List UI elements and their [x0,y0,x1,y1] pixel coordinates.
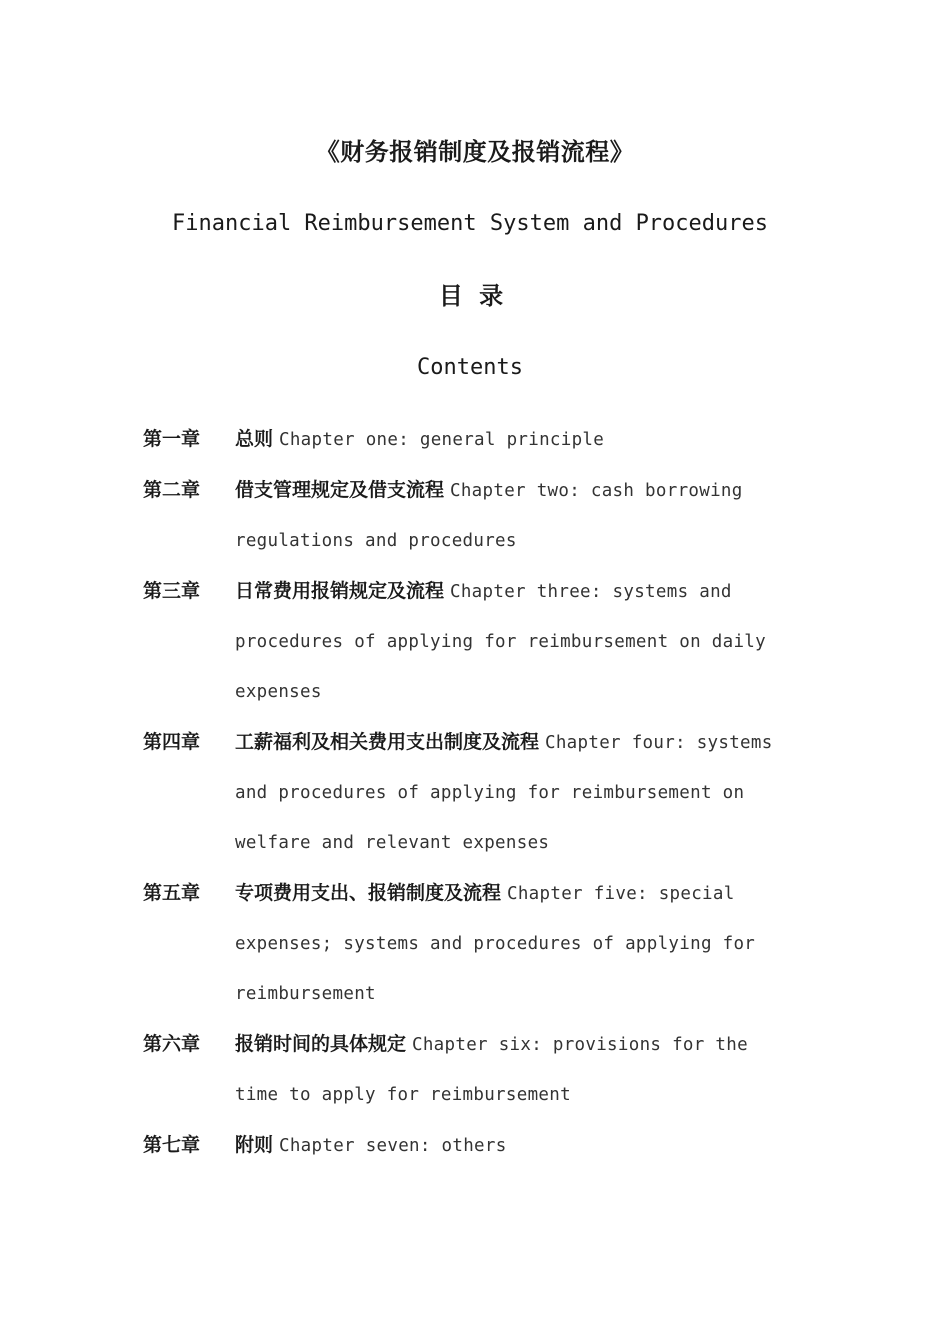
chapter-title-chinese: 总则 [235,428,274,450]
chapter-number: 第六章 [143,1033,201,1055]
chapter-number: 第五章 [143,882,201,904]
chapter-title [235,465,800,566]
chapter-title-chinese: 借支管理规定及借支流程 [235,479,445,501]
chapter-title-english: Chapter three: systems and procedures of applying for reimbursement on daily expenses [235,582,766,702]
toc-entry-chapter-1 [0,414,950,465]
chapter-title [235,1120,800,1171]
chapter-title-chinese: 报销时间的具体规定 [235,1033,407,1055]
chapter-title-chinese: 专项费用支出、报销制度及流程 [235,882,502,904]
chapter-title [235,566,800,717]
chapter-title-chinese: 附则 [235,1134,274,1156]
chapter-title-english: Chapter one: general principle [279,430,605,450]
chapter-title [235,1019,800,1120]
toc-entry-chapter-3 [0,566,950,717]
chapter-title-english: Chapter five: special expenses; systems and procedures of applying for reimbursement [235,884,756,1004]
chapter-number: 第二章 [143,479,201,501]
chapter-title-chinese: 工薪福利及相关费用支出制度及流程 [235,731,540,753]
chapter-title-english: Chapter four: systems and procedures of applying for reimbursement on welfare and relevant expenses [235,733,773,853]
toc-entry-chapter-2 [0,465,950,566]
document-title-english: Financial Reimbursement System and Procedures [171,211,769,236]
toc-entry-chapter-7 [0,1120,950,1171]
toc-entry-chapter-6 [0,1019,950,1120]
contents-heading-chinese: 目 录 [438,282,504,310]
document-title-chinese: 《财务报销制度及报销流程》 [315,138,635,166]
contents-heading-english: Contents [417,355,523,380]
chapter-number: 第三章 [143,580,201,602]
toc-entry-chapter-4 [0,717,950,868]
chapter-number: 第七章 [143,1134,201,1156]
chapter-number: 第四章 [143,731,201,753]
chapter-title-english: Chapter six: provisions for the time to apply for reimbursement [235,1035,748,1105]
chapter-title-english: Chapter two: cash borrowing regulations and procedures [235,481,743,551]
table-of-contents [0,414,950,1171]
chapter-title [235,868,800,1019]
chapter-title-chinese: 日常费用报销规定及流程 [235,580,445,602]
chapter-title [235,717,800,868]
chapter-title [235,414,800,465]
toc-entry-chapter-5 [0,868,950,1019]
chapter-title-english: Chapter seven: others [279,1136,507,1156]
chapter-number: 第一章 [143,428,201,450]
